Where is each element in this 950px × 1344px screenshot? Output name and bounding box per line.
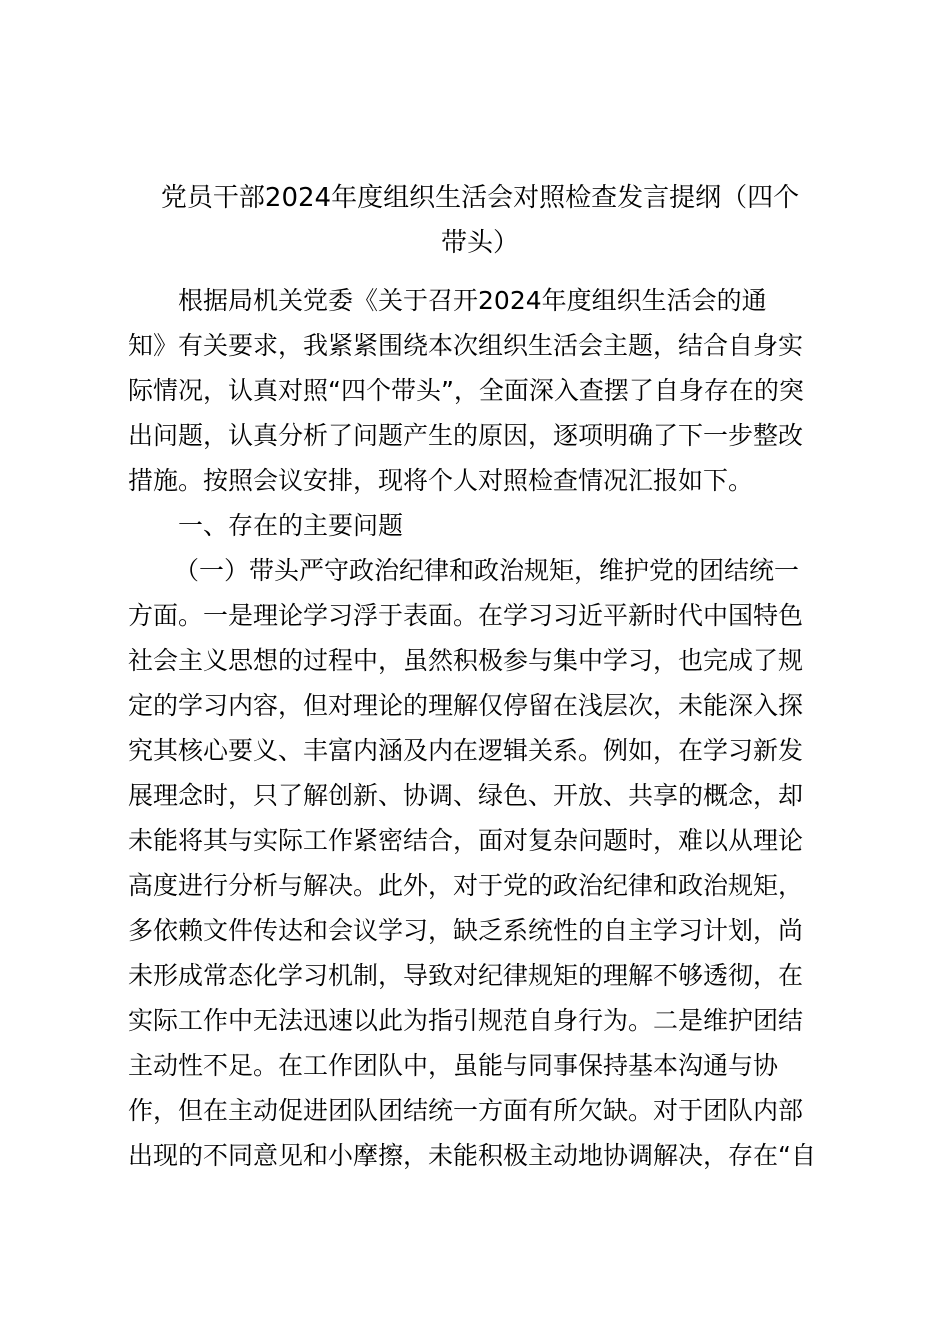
body-line-18: 主动性不足。在工作团队中，虽能与同事保持基本沟通与协	[128, 1051, 779, 1080]
body-line-16: 未形成常态化学习机制，导致对纪律规矩的理解不够透彻，在	[128, 961, 804, 990]
body-line-3: 际情况，认真对照“四个带头”，全面深入查摆了自身存在的突	[128, 376, 804, 405]
body-line-5: 措施。按照会议安排，现将个人对照检查情况汇报如下。	[128, 466, 754, 495]
body-line-4: 出问题，认真分析了问题产生的原因，逐项明确了下一步整改	[128, 421, 804, 450]
document-title	[110, 176, 850, 266]
body-line-10: 定的学习内容，但对理论的理解仅停留在浅层次，未能深入探	[128, 691, 804, 720]
title-line-2: 带头）	[440, 228, 519, 258]
body-line-17: 实际工作中无法迅速以此为指引规范自身行为。二是维护团结	[128, 1006, 804, 1035]
body-line-11: 究其核心要义、丰富内涵及内在逻辑关系。例如，在学习新发	[128, 736, 804, 765]
body-line-19: 作，但在主动促进团队团结统一方面有所欠缺。对于团队内部	[128, 1096, 804, 1125]
section-heading: 一、存在的主要问题	[178, 511, 404, 540]
title-line-1: 党员干部2024年度组织生活会对照检查发言提纲（四个	[160, 183, 800, 213]
body-line-13: 未能将其与实际工作紧密结合，面对复杂问题时，难以从理论	[128, 826, 804, 855]
body-line-20: 出现的不同意见和小摩擦，未能积极主动地协调解决，存在“自	[128, 1141, 816, 1170]
body-line-15: 多依赖文件传达和会议学习，缺乏系统性的自主学习计划，尚	[128, 916, 804, 945]
body-line-2: 知》有关要求，我紧紧围绕本次组织生活会主题，结合自身实	[128, 331, 804, 360]
body-line-8: 方面。一是理论学习浮于表面。在学习习近平新时代中国特色	[128, 601, 804, 630]
body-line-9: 社会主义思想的过程中，虽然积极参与集中学习，也完成了规	[128, 646, 804, 675]
body-line-1: 根据局机关党委《关于召开2024年度组织生活会的通	[178, 286, 767, 315]
body-line-7: （一）带头严守政治纪律和政治规矩，维护党的团结统一	[174, 556, 800, 585]
body-line-14: 高度进行分析与解决。此外，对于党的政治纪律和政治规矩，	[128, 871, 804, 900]
body-line-12: 展理念时，只了解创新、协调、绿色、开放、共享的概念，却	[128, 781, 804, 810]
document-body	[128, 278, 828, 1178]
